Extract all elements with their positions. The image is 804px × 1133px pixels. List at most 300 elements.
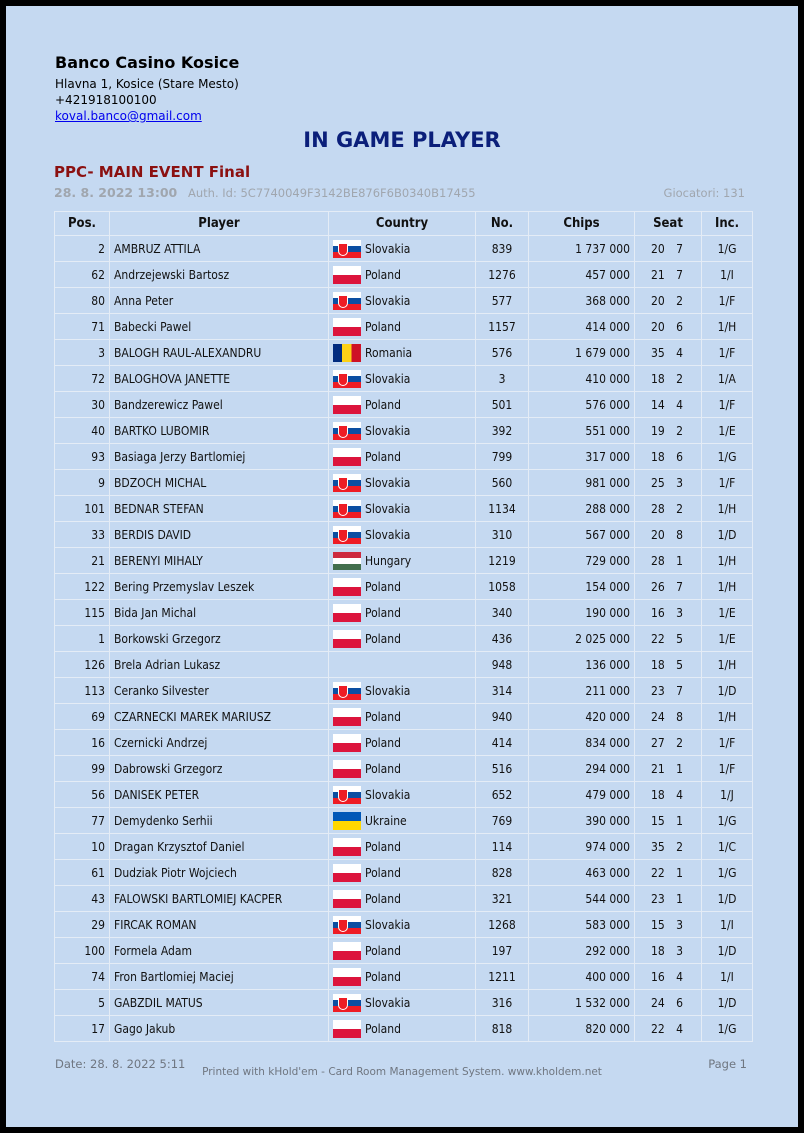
cell-chips: 368 000 xyxy=(529,288,635,314)
cell-country xyxy=(329,730,476,756)
table-row xyxy=(55,834,753,860)
cell-chips: 729 000 xyxy=(529,548,635,574)
country-name: Poland xyxy=(365,579,401,594)
header-country: Country xyxy=(329,212,476,236)
cell-country xyxy=(329,366,476,392)
cell-seat xyxy=(635,756,702,782)
cell-table-number: 22 xyxy=(651,631,665,646)
cell-table-number: 22 xyxy=(651,865,665,880)
cell-seat xyxy=(635,444,702,470)
cell-inc: 1/G xyxy=(702,236,753,262)
cell-seat xyxy=(635,626,702,652)
cell-no: 1268 xyxy=(476,912,529,938)
table-row xyxy=(55,912,753,938)
country-name: Poland xyxy=(365,865,401,880)
cell-player: Formela Adam xyxy=(110,938,329,964)
cell-pos: 113 xyxy=(55,678,110,704)
table-row xyxy=(55,392,753,418)
cell-no: 818 xyxy=(476,1016,529,1042)
cell-country xyxy=(329,938,476,964)
cell-country xyxy=(329,340,476,366)
cell-player: Brela Adrian Lukasz xyxy=(110,652,329,678)
country-name: Poland xyxy=(365,1021,401,1036)
cell-chips: 544 000 xyxy=(529,886,635,912)
cell-player: Dudziak Piotr Wojciech xyxy=(110,860,329,886)
cell-country xyxy=(329,626,476,652)
flag-sk-icon xyxy=(333,422,361,440)
cell-seat-number: 7 xyxy=(676,267,683,282)
table-row xyxy=(55,548,753,574)
cell-seat xyxy=(635,964,702,990)
cell-chips: 154 000 xyxy=(529,574,635,600)
cell-player: Dabrowski Grzegorz xyxy=(110,756,329,782)
country-name: Ukraine xyxy=(365,813,407,828)
cell-table-number: 35 xyxy=(651,839,665,854)
casino-name: Banco Casino Kosice xyxy=(55,53,240,72)
table-row xyxy=(55,600,753,626)
cell-seat xyxy=(635,366,702,392)
country-name: Slovakia xyxy=(365,423,411,438)
cell-seat xyxy=(635,470,702,496)
cell-no: 197 xyxy=(476,938,529,964)
flag-pl-icon xyxy=(333,890,361,908)
cell-inc: 1/F xyxy=(702,288,753,314)
cell-seat-number: 8 xyxy=(676,709,683,724)
country-name: Slovakia xyxy=(365,293,411,308)
cell-seat xyxy=(635,418,702,444)
table-row xyxy=(55,860,753,886)
cell-inc: 1/H xyxy=(702,704,753,730)
cell-chips: 820 000 xyxy=(529,1016,635,1042)
flag-sk-icon xyxy=(333,474,361,492)
cell-seat-number: 2 xyxy=(676,735,683,750)
cell-seat-number: 1 xyxy=(676,891,683,906)
cell-pos: 122 xyxy=(55,574,110,600)
cell-table-number: 20 xyxy=(651,293,665,308)
cell-inc: 1/H xyxy=(702,548,753,574)
players-table-body xyxy=(55,236,753,1042)
flag-ua-icon xyxy=(333,812,361,830)
cell-player: FIRCAK ROMAN xyxy=(110,912,329,938)
cell-seat xyxy=(635,574,702,600)
cell-player: Bandzerewicz Pawel xyxy=(110,392,329,418)
table-row xyxy=(55,444,753,470)
cell-chips: 2 025 000 xyxy=(529,626,635,652)
cell-seat-number: 2 xyxy=(676,423,683,438)
cell-no: 1211 xyxy=(476,964,529,990)
cell-no: 321 xyxy=(476,886,529,912)
cell-no: 114 xyxy=(476,834,529,860)
cell-table-number: 20 xyxy=(651,527,665,542)
cell-table-number: 21 xyxy=(651,761,665,776)
table-row xyxy=(55,418,753,444)
cell-pos: 21 xyxy=(55,548,110,574)
table-row xyxy=(55,730,753,756)
cell-seat-number: 5 xyxy=(676,631,683,646)
cell-pos: 2 xyxy=(55,236,110,262)
country-name: Poland xyxy=(365,735,401,750)
cell-seat-number: 4 xyxy=(676,969,683,984)
cell-seat xyxy=(635,678,702,704)
cell-country xyxy=(329,262,476,288)
cell-inc: 1/I xyxy=(702,912,753,938)
table-row xyxy=(55,678,753,704)
country-name: Poland xyxy=(365,267,401,282)
cell-player: Bida Jan Michal xyxy=(110,600,329,626)
cell-seat-number: 2 xyxy=(676,371,683,386)
flag-sk-icon xyxy=(333,526,361,544)
cell-seat xyxy=(635,522,702,548)
country-name: Poland xyxy=(365,969,401,984)
cell-no: 839 xyxy=(476,236,529,262)
cell-table-number: 28 xyxy=(651,553,665,568)
country-name: Slovakia xyxy=(365,475,411,490)
cell-inc: 1/H xyxy=(702,496,753,522)
country-name: Slovakia xyxy=(365,995,411,1010)
country-name: Slovakia xyxy=(365,917,411,932)
cell-table-number: 15 xyxy=(651,813,665,828)
cell-inc: 1/J xyxy=(702,782,753,808)
flag-sk-icon xyxy=(333,292,361,310)
casino-email-link[interactable]: koval.banco@gmail.com xyxy=(55,109,202,123)
cell-chips: 294 000 xyxy=(529,756,635,782)
country-name: Hungary xyxy=(365,553,412,568)
cell-pos: 99 xyxy=(55,756,110,782)
table-row xyxy=(55,990,753,1016)
cell-pos: 100 xyxy=(55,938,110,964)
footer-printed: Printed with kHold'em - Card Room Management System. www.kholdem.net xyxy=(202,1066,602,1078)
cell-seat-number: 7 xyxy=(676,683,683,698)
cell-country xyxy=(329,600,476,626)
cell-player: FALOWSKI BARTLOMIEJ KACPER xyxy=(110,886,329,912)
cell-chips: 211 000 xyxy=(529,678,635,704)
header-no: No. xyxy=(476,212,529,236)
cell-country xyxy=(329,392,476,418)
country-name: Poland xyxy=(365,891,401,906)
cell-inc: 1/G xyxy=(702,860,753,886)
cell-chips: 1 679 000 xyxy=(529,340,635,366)
cell-player: Borkowski Grzegorz xyxy=(110,626,329,652)
cell-seat xyxy=(635,1016,702,1042)
cell-table-number: 14 xyxy=(651,397,665,412)
flag-pl-icon xyxy=(333,318,361,336)
cell-pos: 56 xyxy=(55,782,110,808)
flag-sk-icon xyxy=(333,916,361,934)
cell-inc: 1/D xyxy=(702,522,753,548)
cell-country xyxy=(329,860,476,886)
cell-table-number: 18 xyxy=(651,657,665,672)
flag-pl-icon xyxy=(333,604,361,622)
cell-no: 340 xyxy=(476,600,529,626)
cell-seat xyxy=(635,288,702,314)
cell-player: BALOGHOVA JANETTE xyxy=(110,366,329,392)
cell-seat xyxy=(635,548,702,574)
players-count: Giocatori: 131 xyxy=(663,186,745,200)
cell-chips: 551 000 xyxy=(529,418,635,444)
country-name: Poland xyxy=(365,709,401,724)
flag-pl-icon xyxy=(333,396,361,414)
cell-pos: 17 xyxy=(55,1016,110,1042)
auth-id: Auth. Id: 5C7740049F3142BE876F6B0340B17455 xyxy=(188,186,476,200)
country-name: Slovakia xyxy=(365,501,411,516)
cell-no: 3 xyxy=(476,366,529,392)
flag-pl-icon xyxy=(333,734,361,752)
cell-inc: 1/I xyxy=(702,262,753,288)
cell-no: 1134 xyxy=(476,496,529,522)
cell-player: BALOGH RAUL-ALEXANDRU xyxy=(110,340,329,366)
cell-pos: 33 xyxy=(55,522,110,548)
cell-inc: 1/F xyxy=(702,340,753,366)
cell-country xyxy=(329,704,476,730)
cell-seat xyxy=(635,652,702,678)
cell-country xyxy=(329,808,476,834)
cell-chips: 1 737 000 xyxy=(529,236,635,262)
cell-pos: 115 xyxy=(55,600,110,626)
cell-country xyxy=(329,1016,476,1042)
table-row xyxy=(55,574,753,600)
cell-chips: 390 000 xyxy=(529,808,635,834)
event-date: 28. 8. 2022 13:00 xyxy=(54,185,178,200)
country-name: Poland xyxy=(365,397,401,412)
cell-pos: 77 xyxy=(55,808,110,834)
cell-seat-number: 3 xyxy=(676,917,683,932)
cell-pos: 3 xyxy=(55,340,110,366)
flag-pl-icon xyxy=(333,838,361,856)
cell-seat-number: 2 xyxy=(676,839,683,854)
report-title: IN GAME PLAYER xyxy=(303,128,501,152)
cell-inc: 1/D xyxy=(702,886,753,912)
cell-inc: 1/H xyxy=(702,652,753,678)
cell-seat xyxy=(635,782,702,808)
cell-pos: 80 xyxy=(55,288,110,314)
cell-seat-number: 4 xyxy=(676,345,683,360)
cell-country xyxy=(329,964,476,990)
cell-chips: 414 000 xyxy=(529,314,635,340)
cell-player: CZARNECKI MAREK MARIUSZ xyxy=(110,704,329,730)
cell-player: GABZDIL MATUS xyxy=(110,990,329,1016)
cell-table-number: 24 xyxy=(651,709,665,724)
cell-pos: 16 xyxy=(55,730,110,756)
cell-pos: 43 xyxy=(55,886,110,912)
cell-seat xyxy=(635,236,702,262)
header-chips: Chips xyxy=(529,212,635,236)
cell-seat xyxy=(635,704,702,730)
cell-table-number: 20 xyxy=(651,319,665,334)
cell-table-number: 18 xyxy=(651,943,665,958)
flag-hu-icon xyxy=(333,552,361,570)
cell-player: BEDNAR STEFAN xyxy=(110,496,329,522)
cell-inc: 1/A xyxy=(702,366,753,392)
cell-pos: 74 xyxy=(55,964,110,990)
cell-seat-number: 3 xyxy=(676,943,683,958)
cell-seat-number: 8 xyxy=(676,527,683,542)
cell-pos: 71 xyxy=(55,314,110,340)
cell-table-number: 19 xyxy=(651,423,665,438)
cell-player: Fron Bartlomiej Maciej xyxy=(110,964,329,990)
table-row xyxy=(55,938,753,964)
cell-table-number: 26 xyxy=(651,579,665,594)
flag-sk-icon xyxy=(333,500,361,518)
table-row xyxy=(55,652,753,678)
cell-seat-number: 1 xyxy=(676,761,683,776)
cell-seat xyxy=(635,496,702,522)
cell-player: BARTKO LUBOMIR xyxy=(110,418,329,444)
cell-inc: 1/H xyxy=(702,574,753,600)
country-name: Slovakia xyxy=(365,241,411,256)
cell-no: 769 xyxy=(476,808,529,834)
cell-chips: 567 000 xyxy=(529,522,635,548)
cell-no: 576 xyxy=(476,340,529,366)
cell-chips: 583 000 xyxy=(529,912,635,938)
cell-country xyxy=(329,782,476,808)
cell-pos: 30 xyxy=(55,392,110,418)
flag-sk-icon xyxy=(333,240,361,258)
table-row xyxy=(55,782,753,808)
cell-no: 652 xyxy=(476,782,529,808)
cell-chips: 292 000 xyxy=(529,938,635,964)
cell-chips: 136 000 xyxy=(529,652,635,678)
cell-inc: 1/E xyxy=(702,626,753,652)
cell-no: 828 xyxy=(476,860,529,886)
cell-country xyxy=(329,418,476,444)
cell-player: Demydenko Serhii xyxy=(110,808,329,834)
report-page xyxy=(6,6,798,1127)
flag-pl-icon xyxy=(333,578,361,596)
cell-table-number: 16 xyxy=(651,969,665,984)
cell-player: DANISEK PETER xyxy=(110,782,329,808)
cell-seat xyxy=(635,314,702,340)
cell-seat xyxy=(635,808,702,834)
cell-chips: 479 000 xyxy=(529,782,635,808)
cell-no: 516 xyxy=(476,756,529,782)
cell-inc: 1/F xyxy=(702,392,753,418)
cell-table-number: 16 xyxy=(651,605,665,620)
cell-pos: 72 xyxy=(55,366,110,392)
cell-no: 940 xyxy=(476,704,529,730)
cell-pos: 10 xyxy=(55,834,110,860)
cell-chips: 834 000 xyxy=(529,730,635,756)
cell-seat-number: 2 xyxy=(676,501,683,516)
cell-player: Anna Peter xyxy=(110,288,329,314)
table-row xyxy=(55,262,753,288)
flag-pl-icon xyxy=(333,864,361,882)
cell-pos: 93 xyxy=(55,444,110,470)
cell-country xyxy=(329,288,476,314)
cell-inc: 1/G xyxy=(702,444,753,470)
cell-pos: 9 xyxy=(55,470,110,496)
cell-seat-number: 1 xyxy=(676,553,683,568)
cell-seat xyxy=(635,886,702,912)
cell-pos: 40 xyxy=(55,418,110,444)
flag-sk-icon xyxy=(333,370,361,388)
cell-country xyxy=(329,678,476,704)
cell-inc: 1/F xyxy=(702,730,753,756)
cell-seat-number: 1 xyxy=(676,865,683,880)
country-name: Poland xyxy=(365,319,401,334)
cell-seat xyxy=(635,730,702,756)
cell-seat-number: 3 xyxy=(676,605,683,620)
header-inc: Inc. xyxy=(702,212,753,236)
cell-chips: 190 000 xyxy=(529,600,635,626)
table-row xyxy=(55,470,753,496)
cell-player: Bering Przemyslav Leszek xyxy=(110,574,329,600)
cell-no: 1157 xyxy=(476,314,529,340)
cell-inc: 1/E xyxy=(702,600,753,626)
cell-no: 1219 xyxy=(476,548,529,574)
cell-inc: 1/D xyxy=(702,938,753,964)
table-row xyxy=(55,756,753,782)
cell-player: BERDIS DAVID xyxy=(110,522,329,548)
cell-table-number: 25 xyxy=(651,475,665,490)
cell-chips: 463 000 xyxy=(529,860,635,886)
header-player: Player xyxy=(110,212,329,236)
cell-country xyxy=(329,834,476,860)
flag-pl-icon xyxy=(333,630,361,648)
casino-phone: +421918100100 xyxy=(55,93,157,107)
cell-no: 310 xyxy=(476,522,529,548)
flag-pl-icon xyxy=(333,708,361,726)
cell-inc: 1/G xyxy=(702,808,753,834)
cell-seat xyxy=(635,990,702,1016)
cell-player: Gago Jakub xyxy=(110,1016,329,1042)
country-name: Poland xyxy=(365,605,401,620)
table-row xyxy=(55,496,753,522)
cell-chips: 410 000 xyxy=(529,366,635,392)
cell-inc: 1/F xyxy=(702,470,753,496)
country-name: Slovakia xyxy=(365,683,411,698)
country-name: Poland xyxy=(365,449,401,464)
cell-seat xyxy=(635,392,702,418)
cell-seat-number: 5 xyxy=(676,657,683,672)
cell-player: BERENYI MIHALY xyxy=(110,548,329,574)
cell-country xyxy=(329,470,476,496)
cell-inc: 1/C xyxy=(702,834,753,860)
casino-address: Hlavna 1, Kosice (Stare Mesto) xyxy=(55,77,239,91)
cell-no: 316 xyxy=(476,990,529,1016)
cell-chips: 1 532 000 xyxy=(529,990,635,1016)
cell-seat xyxy=(635,600,702,626)
cell-table-number: 18 xyxy=(651,787,665,802)
country-name: Romania xyxy=(365,345,413,360)
cell-country xyxy=(329,990,476,1016)
country-name: Poland xyxy=(365,839,401,854)
cell-seat-number: 2 xyxy=(676,293,683,308)
table-row xyxy=(55,886,753,912)
cell-seat xyxy=(635,262,702,288)
flag-ro-icon xyxy=(333,344,361,362)
cell-country xyxy=(329,496,476,522)
cell-chips: 420 000 xyxy=(529,704,635,730)
cell-country xyxy=(329,756,476,782)
cell-player: Dragan Krzysztof Daniel xyxy=(110,834,329,860)
table-row xyxy=(55,366,753,392)
cell-table-number: 21 xyxy=(651,267,665,282)
cell-country xyxy=(329,444,476,470)
cell-table-number: 20 xyxy=(651,241,665,256)
cell-inc: 1/F xyxy=(702,756,753,782)
footer-page-number: Page 1 xyxy=(708,1057,747,1071)
cell-player: Czernicki Andrzej xyxy=(110,730,329,756)
country-name: Poland xyxy=(365,761,401,776)
cell-pos: 101 xyxy=(55,496,110,522)
cell-chips: 288 000 xyxy=(529,496,635,522)
cell-no: 560 xyxy=(476,470,529,496)
footer-date: Date: 28. 8. 2022 5:11 xyxy=(55,1057,186,1071)
cell-no: 577 xyxy=(476,288,529,314)
cell-seat-number: 1 xyxy=(676,813,683,828)
cell-inc: 1/E xyxy=(702,418,753,444)
cell-no: 799 xyxy=(476,444,529,470)
